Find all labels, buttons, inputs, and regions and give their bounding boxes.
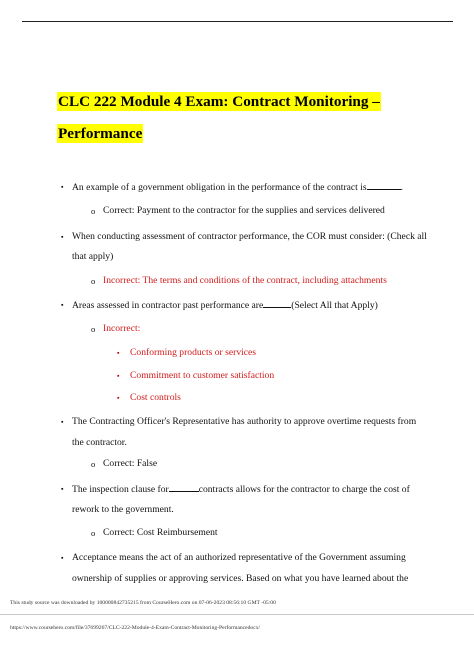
bullet-q1: ▪ bbox=[61, 183, 64, 191]
question-3-text: Areas assessed in contractor past performance are bbox=[72, 300, 264, 311]
answer-5: Correct: Cost Reimbursement bbox=[103, 527, 218, 538]
answer-blank bbox=[367, 181, 401, 190]
answer-4: Correct: False bbox=[103, 458, 158, 469]
doc-title-line2: Performance bbox=[58, 125, 143, 142]
square-bullet: ▪ bbox=[117, 372, 120, 380]
square-bullet: ▪ bbox=[117, 349, 120, 357]
bullet-q2: ▪ bbox=[61, 233, 64, 241]
answer-blank bbox=[169, 483, 199, 492]
answer-3-item: Cost controls bbox=[130, 392, 181, 403]
question-4-line1: The Contracting Officer's Representative has authority to approve overtime requests from bbox=[72, 416, 417, 427]
answer-2-incorrect: Incorrect: The terms and conditions of the contract, including attachments bbox=[103, 275, 387, 286]
answer-3-item: Conforming products or services bbox=[130, 347, 257, 358]
question-2-line1: When conducting assessment of contractor performance, the COR must consider: (Check all bbox=[72, 231, 427, 242]
answer-1: Correct: Payment to the contractor for the supplies and services delivered bbox=[103, 205, 385, 216]
question-5-end: contracts allows for the contractor to charge the cost of bbox=[198, 484, 410, 495]
question-5-line2: rework to the government. bbox=[72, 504, 174, 515]
question-1 bbox=[72, 181, 403, 194]
question-4-line2: the contractor. bbox=[72, 437, 127, 448]
question-1-end: . bbox=[400, 182, 404, 193]
download-note: This study source was downloaded by 100000842735215 from CourseHero.com on 07-06-2023 08:56:10 GMT -05:00 bbox=[10, 600, 276, 606]
bullet-q3: ▪ bbox=[61, 301, 64, 309]
answer-blank bbox=[263, 299, 291, 308]
sub-marker-a3: o bbox=[91, 324, 96, 334]
doc-title-line1: CLC 222 Module 4 Exam: Contract Monitoring – bbox=[58, 93, 380, 110]
source-url[interactable]: https://www.coursehero.com/file/37699267/CLC-222-Module-4-Exam-Contract-Monitoring-Performancedocx/ bbox=[10, 625, 261, 631]
bullet-q5: ▪ bbox=[61, 485, 64, 493]
sub-marker-a5: o bbox=[91, 528, 96, 538]
bullet-q6: ▪ bbox=[61, 554, 64, 562]
footer-divider bbox=[0, 614, 474, 615]
question-6-line2: ownership of supplies or approving services. Based on what you have learned about the bbox=[72, 573, 409, 584]
question-3-end: (Select All that Apply) bbox=[291, 300, 378, 311]
question-6-line1: Acceptance means the act of an authorized representative of the Government assuming bbox=[72, 552, 406, 563]
answer-3-item: Commitment to customer satisfaction bbox=[130, 370, 275, 381]
bullet-q4: ▪ bbox=[61, 418, 64, 426]
question-1-text: An example of a government obligation in the performance of the contract is bbox=[72, 182, 367, 193]
square-bullet: ▪ bbox=[117, 394, 120, 402]
answer-3-incorrect: Incorrect: bbox=[103, 323, 141, 334]
question-5 bbox=[72, 483, 410, 496]
top-rule bbox=[22, 21, 453, 22]
question-5-text: The inspection clause for bbox=[72, 484, 169, 495]
question-2-line2: that apply) bbox=[72, 251, 114, 262]
sub-marker-a1: o bbox=[91, 206, 96, 216]
sub-marker-a4: o bbox=[91, 459, 96, 469]
question-3 bbox=[72, 299, 378, 312]
sub-marker-a2: o bbox=[91, 276, 96, 286]
